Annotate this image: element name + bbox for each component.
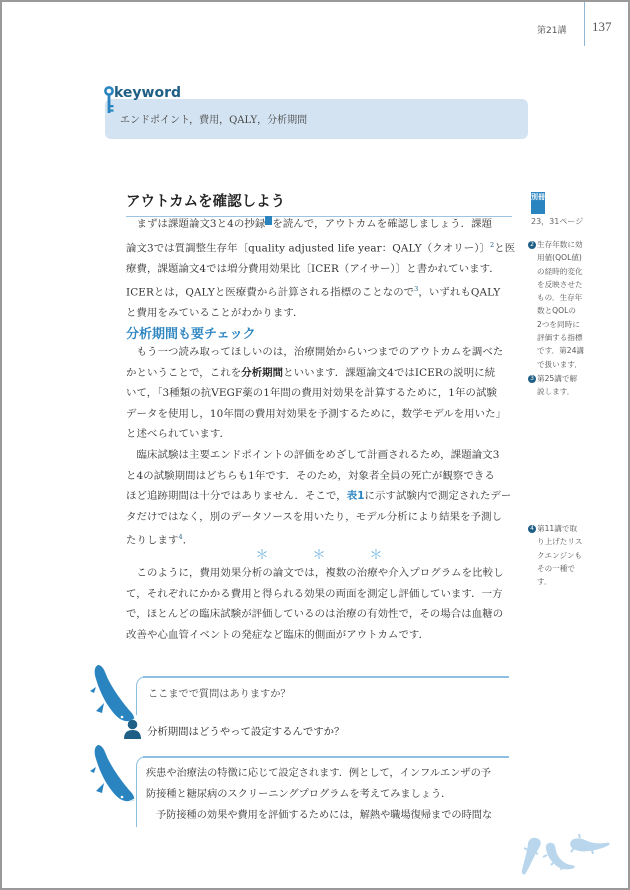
- text-line: このように，費用効果分析の論文では，複数の治療や介入プログラムを比較し: [136, 567, 504, 579]
- separator-star: ＊: [255, 548, 269, 563]
- note-line: す．: [537, 577, 552, 587]
- decorative-salamanders-icon: [514, 830, 614, 880]
- text-line: で，ほとんどの臨床試験が評価しているのは治療の有効性で，その場合は血糖の: [126, 608, 504, 621]
- text-run: ICERとは，QALYと医療費から計算される指標のことなので: [126, 286, 415, 299]
- note-line: の経時的変化: [537, 266, 583, 276]
- bessatsu-pages: 23，31ページ: [531, 217, 584, 226]
- note-line: です．第24講: [537, 346, 585, 356]
- text-line: [126, 235, 516, 259]
- salamander-teacher-icon: [90, 743, 136, 807]
- note-line: 数とQOLの: [537, 306, 576, 316]
- text-line: もう一つ読み取ってほしいのは，治療開始からいつまでのアウトカムを調べた: [136, 346, 504, 358]
- note-line: 評価する指標: [537, 333, 583, 343]
- text-line: データを使用し，10年間の費用対効果を予測するために，数学モデルを用いた」: [126, 407, 507, 420]
- separator-star: ＊: [312, 548, 326, 563]
- note-line: 2つを同時に: [537, 319, 580, 329]
- chapter-label: 第21講: [537, 26, 567, 36]
- note-line: クエンジンも: [537, 550, 583, 560]
- text-line: [126, 214, 512, 235]
- text-run: に示す試験内で測定されたデー: [364, 490, 512, 503]
- text-run: 生存年数に効: [537, 240, 583, 249]
- text-line: 予防接種の効果や費用を評価するためには，解熱や職場復帰までの時間な: [156, 810, 493, 821]
- text-run: 第11講で取: [537, 524, 578, 533]
- note-line: もの．生存年: [537, 293, 583, 303]
- speech-bubble-border: [143, 756, 509, 758]
- note-line: 用値(QOL値): [537, 253, 582, 263]
- text-run: ，いずれもQALY: [418, 286, 501, 299]
- page-number: 137: [592, 19, 612, 34]
- note-line: その一種で: [537, 563, 575, 573]
- text-line: と4の試験期間はどちらも1年です．そのため，対象者全員の死亡が観察できる: [126, 469, 495, 482]
- teacher-answer: [146, 763, 511, 826]
- text-line: 改善や心血管イベントの発症など臨床的側面がアウトカムです．: [126, 628, 430, 641]
- paragraph-outcome: [126, 214, 516, 324]
- keyword-text: エンドポイント，費用，QALY，分析期間: [120, 115, 308, 126]
- text-run: 第25講で解: [537, 374, 578, 383]
- text-run: たりします: [126, 534, 179, 547]
- section-heading-outcome: アウトカムを確認しよう: [126, 190, 512, 217]
- note-number: 4: [528, 525, 536, 533]
- note-line: 説します．: [537, 387, 575, 397]
- student-person-icon: [124, 719, 141, 739]
- text-line: と費用をみていることがわかります．: [126, 307, 304, 320]
- note-number: 3: [528, 375, 536, 383]
- note-ref-2[interactable]: 2: [489, 240, 495, 249]
- text-run: まずは課題論文3と4の抄録: [136, 218, 266, 230]
- text-line: 防接種と糖尿病のスクリーニングプログラムを考えてみましょう．: [146, 789, 452, 800]
- note-line: [528, 372, 592, 385]
- text-line: タだけではなく，別のデータソースを用いたり，モデル分析により結果を予測し: [126, 510, 503, 523]
- text-run: を読んで，アウトカムを確認しましょう．課題: [272, 218, 493, 230]
- note-line: を反映させた: [537, 279, 583, 289]
- section-separator: [126, 544, 512, 563]
- side-note-4: [528, 522, 592, 588]
- bessatsu-badge: 別冊: [531, 192, 545, 214]
- note-line: [528, 238, 592, 251]
- text-line: 疾患や治療法の特徴に応じて設定されます．例として，インフルエンザの予: [146, 768, 491, 779]
- note-line: り上げたリス: [537, 537, 583, 547]
- section-heading-analysis-period: 分析期間も要チェック: [126, 327, 256, 342]
- separator-star: ＊: [369, 548, 383, 563]
- text-run: といいます．課題論文4ではICERの説明に続: [283, 366, 496, 379]
- text-line: いて，「3種類の抗VEGF薬の1年間の費用対効果を計算するために，1年の試験: [126, 387, 497, 400]
- text-line: と述べられています．: [126, 428, 231, 441]
- text-run: かということで，これを: [126, 366, 242, 379]
- text-line: [126, 486, 512, 507]
- term-analysis-period: 分析期間: [241, 366, 284, 379]
- text-run: ．: [182, 534, 194, 547]
- keyword-label: keyword: [114, 85, 182, 101]
- text-line: [126, 363, 512, 384]
- text-line: [126, 279, 512, 303]
- text-line: 臨床試験は主要エンドポイントの評価をめざして計画されるため，課題論文3: [136, 449, 500, 461]
- note-number: 2: [528, 241, 536, 249]
- paragraph-summary: [126, 563, 512, 645]
- text-line: て，それぞれにかかる費用と得られる効果の両面を測定し評価しています．一方: [126, 587, 503, 600]
- paragraph-analysis-period-1: [126, 342, 512, 445]
- text-run: ほど追跡期間は十分ではありません．そこで，: [126, 490, 347, 503]
- note-line: で扱います．: [537, 359, 582, 369]
- text-run: 論文3では質調整生存年〔quality adjusted life year：QALY（クオリー）〕: [126, 242, 490, 255]
- text-line: 療費，課題論文4では増分費用効果比〔ICER（アイサー）〕と書かれています．: [126, 262, 500, 275]
- note-line: [528, 522, 592, 535]
- table-1-link[interactable]: 表1: [346, 490, 365, 503]
- side-note-2: [528, 238, 592, 371]
- side-note-3: [528, 372, 592, 399]
- note-ref-4[interactable]: 4: [178, 533, 183, 542]
- paragraph-analysis-period-2: [126, 445, 512, 551]
- salamander-teacher-icon: [90, 663, 136, 727]
- student-question: 分析期間はどうやって設定するんですか？: [147, 726, 345, 738]
- text-run: と医: [494, 242, 516, 255]
- header-divider: [584, 2, 585, 46]
- speech-bubble-border: [143, 676, 509, 678]
- teacher-speech-1: ここまでで質問はありますか？: [148, 689, 291, 700]
- note-ref-3[interactable]: 3: [414, 285, 419, 294]
